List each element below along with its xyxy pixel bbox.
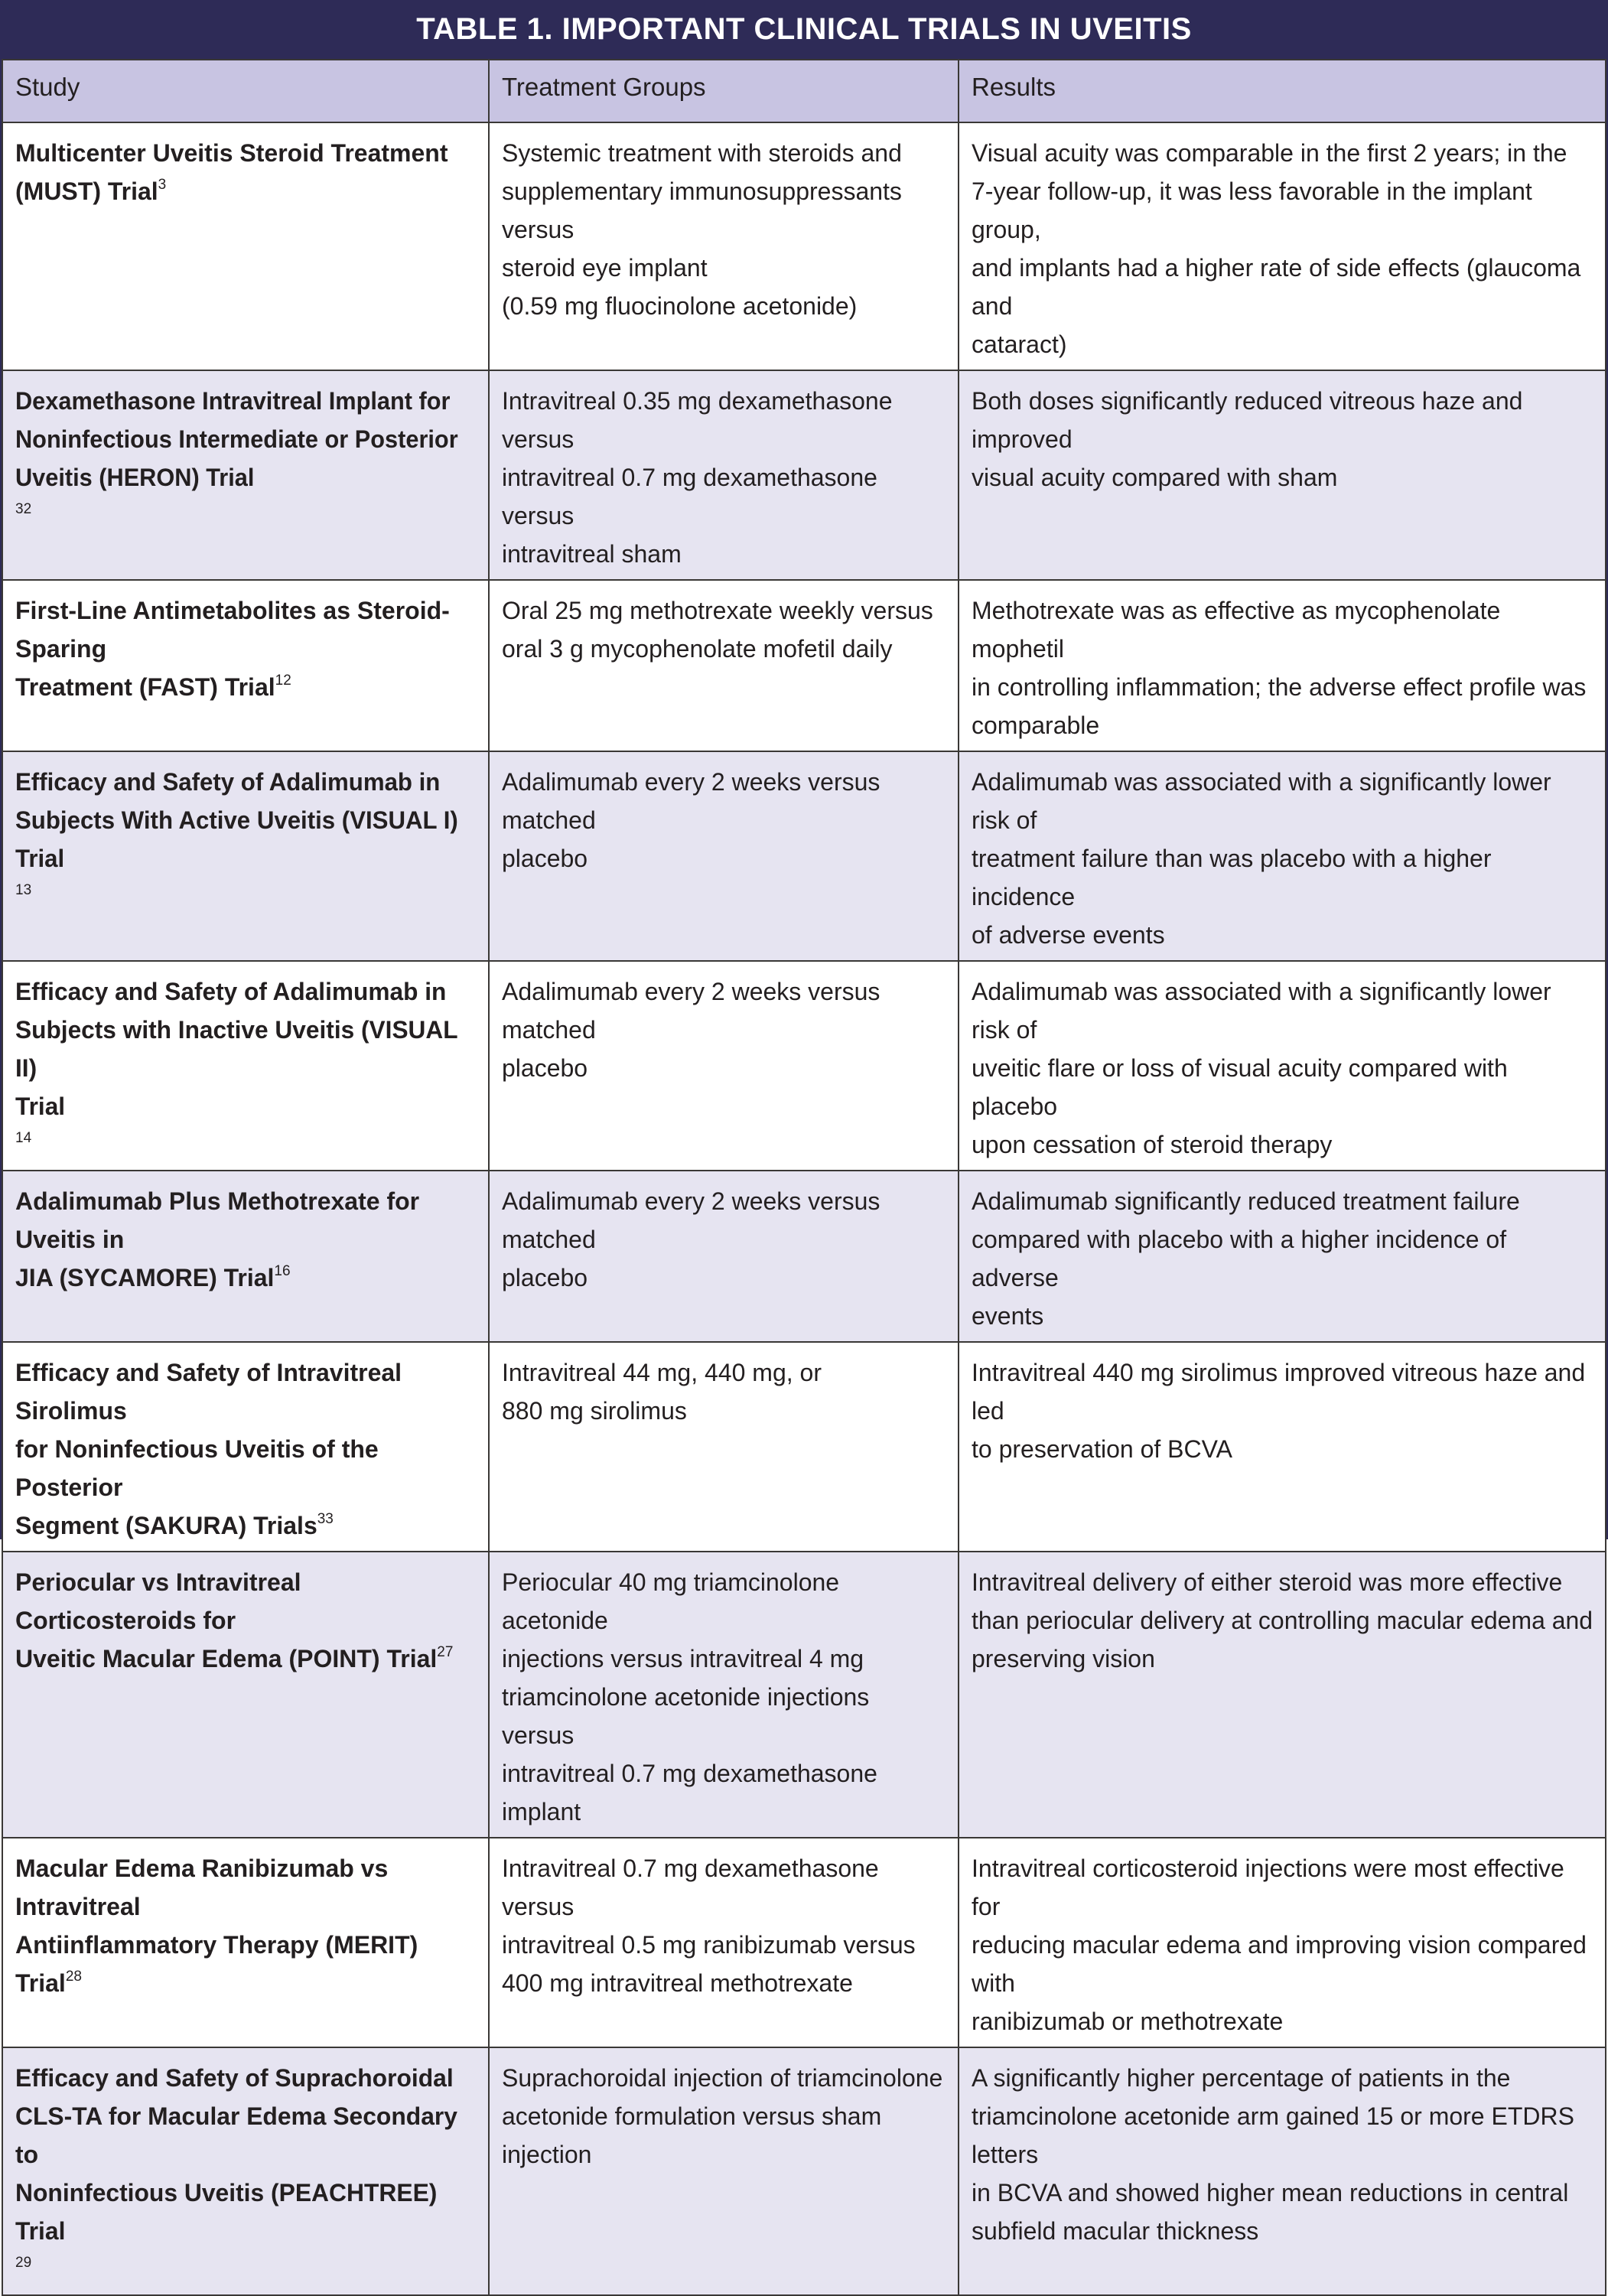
results-text: Intravitreal delivery of either steroid was more effective than periocular delivery at controlling macular edema and preserving vision [972,1568,1593,1672]
results-cell [959,1838,1606,2047]
table-row [2,1342,1606,1552]
study-name: Efficacy and Safety of Intravitreal Sirolimus for Noninfectious Uveitis of the Posterior Segment (SAKURA) Trials [15,1359,402,1539]
table-row [2,2047,1606,2295]
study-cell [2,1342,489,1552]
study-name: Efficacy and Safety of Suprachoroidal CLS-TA for Macular Edema Secondary to Noninfectious Uveitis (PEACHTREE) Trial [15,2064,457,2245]
table-row [2,122,1606,370]
treatment-text: Adalimumab every 2 weeks versus matched placebo [502,768,880,872]
study-name: Macular Edema Ranibizumab vs Intravitreal Antiinflammatory Therapy (MERIT) Trial [15,1855,418,1997]
reference-number: 13 [15,882,32,898]
header-study: Study [2,60,489,122]
reference-number: 32 [15,501,32,517]
results-text: Intravitreal corticosteroid injections were most effective for reducing macular edema and improving vision compared with ranibizumab or methotrexate [972,1855,1587,2035]
results-cell [959,2047,1606,2295]
header-results: Results [959,60,1606,122]
results-cell [959,1171,1606,1342]
table-row [2,1171,1606,1342]
results-text: Adalimumab significantly reduced treatment failure compared with placebo with a higher incidence of adverse events [972,1187,1520,1330]
results-text: Both doses significantly reduced vitreous haze and improved visual acuity compared with sham [972,387,1523,491]
trials-grid [2,59,1606,2296]
treatment-cell [489,2047,959,2295]
treatment-text: Oral 25 mg methotrexate weekly versus oral 3 g mycophenolate mofetil daily [502,597,933,663]
study-cell [2,2047,489,2295]
treatment-cell [489,1552,959,1838]
reference-number: 12 [275,673,291,689]
study-name: First-Line Antimetabolites as Steroid-Sparing Treatment (FAST) Trial [15,597,450,701]
header-row [2,60,1606,122]
table-row [2,1838,1606,2047]
treatment-cell [489,122,959,370]
study-cell [2,370,489,580]
results-text: Adalimumab was associated with a significantly lower risk of uveitic flare or loss of visual acuity compared with placebo upon cessation of steroid therapy [972,978,1551,1158]
treatment-cell [489,961,959,1171]
table-row [2,370,1606,580]
results-text: Adalimumab was associated with a significantly lower risk of treatment failure than was placebo with a higher incidence of adverse events [972,768,1551,949]
reference-number: 33 [317,1511,334,1527]
treatment-cell [489,1342,959,1552]
study-cell [2,580,489,751]
header-treatment-groups: Treatment Groups [489,60,959,122]
table-row [2,580,1606,751]
study-name: Adalimumab Plus Methotrexate for Uveitis in JIA (SYCAMORE) Trial [15,1187,420,1291]
reference-number: 27 [437,1644,454,1660]
study-cell [2,1171,489,1342]
reference-number: 28 [65,1969,82,1985]
treatment-text: Suprachoroidal injection of triamcinolone acetonide formulation versus sham injection [502,2064,943,2168]
treatment-text: Systemic treatment with steroids and supplementary immunosuppressants versus steroid eye implant (0.59 mg fluocinolone acetonide) [502,139,902,320]
results-text: A significantly higher percentage of patients in the triamcinolone acetonide arm gained 15 or more ETDRS letters in BCVA and showed higher mean reductions in central subfield macular thickness [972,2064,1574,2245]
study-cell [2,961,489,1171]
treatment-cell [489,751,959,961]
study-cell [2,1838,489,2047]
results-cell [959,961,1606,1171]
study-cell [2,1552,489,1838]
treatment-text: Periocular 40 mg triamcinolone acetonide injections versus intravitreal 4 mg triamcinolone acetonide injections versus intravitreal 0.7 mg dexamethasone implant [502,1568,877,1825]
reference-number: 29 [15,2255,32,2271]
study-name: Periocular vs Intravitreal Corticosteroids for Uveitic Macular Edema (POINT) Trial [15,1568,438,1672]
results-text: Visual acuity was comparable in the first 2 years; in the 7-year follow-up, it was less favorable in the implant group, and implants had a higher rate of side effects (glaucoma and cataract) [972,139,1581,358]
results-cell [959,1552,1606,1838]
reference-number: 16 [274,1263,291,1279]
study-name: Dexamethasone Intravitreal Implant for Noninfectious Intermediate or Posterior Uveitis (HERON) Trial [15,387,458,491]
study-cell [2,751,489,961]
treatment-text: Adalimumab every 2 weeks versus matched placebo [502,1187,880,1291]
results-cell [959,122,1606,370]
treatment-cell [489,580,959,751]
treatment-text: Intravitreal 0.7 mg dexamethasone versus intravitreal 0.5 mg ranibizumab versus 400 mg intravitreal methotrexate [502,1855,916,1997]
table-title: TABLE 1. IMPORTANT CLINICAL TRIALS IN UVEITIS [2,0,1606,59]
table-row [2,961,1606,1171]
study-name: Efficacy and Safety of Adalimumab in Subjects With Active Uveitis (VISUAL I) Trial [15,768,458,872]
treatment-cell [489,1171,959,1342]
results-cell [959,751,1606,961]
results-text: Methotrexate was as effective as mycophenolate mophetil in controlling inflammation; the adverse effect profile was comparable [972,597,1587,739]
results-cell [959,1342,1606,1552]
results-text: Intravitreal 440 mg sirolimus improved vitreous haze and led to preservation of BCVA [972,1359,1586,1463]
treatment-cell [489,370,959,580]
treatment-text: Intravitreal 44 mg, 440 mg, or 880 mg sirolimus [502,1359,822,1425]
study-cell [2,122,489,370]
reference-number: 3 [158,177,167,193]
study-name: Efficacy and Safety of Adalimumab in Subjects with Inactive Uveitis (VISUAL II) Trial [15,978,458,1120]
treatment-cell [489,1838,959,2047]
table-row [2,751,1606,961]
treatment-text: Intravitreal 0.35 mg dexamethasone versus intravitreal 0.7 mg dexamethasone versus intravitreal sham [502,387,893,568]
table-row [2,1552,1606,1838]
study-name: Multicenter Uveitis Steroid Treatment (MUST) Trial [15,139,448,205]
results-cell [959,580,1606,751]
results-cell [959,370,1606,580]
reference-number: 14 [15,1130,32,1146]
treatment-text: Adalimumab every 2 weeks versus matched placebo [502,978,880,1082]
